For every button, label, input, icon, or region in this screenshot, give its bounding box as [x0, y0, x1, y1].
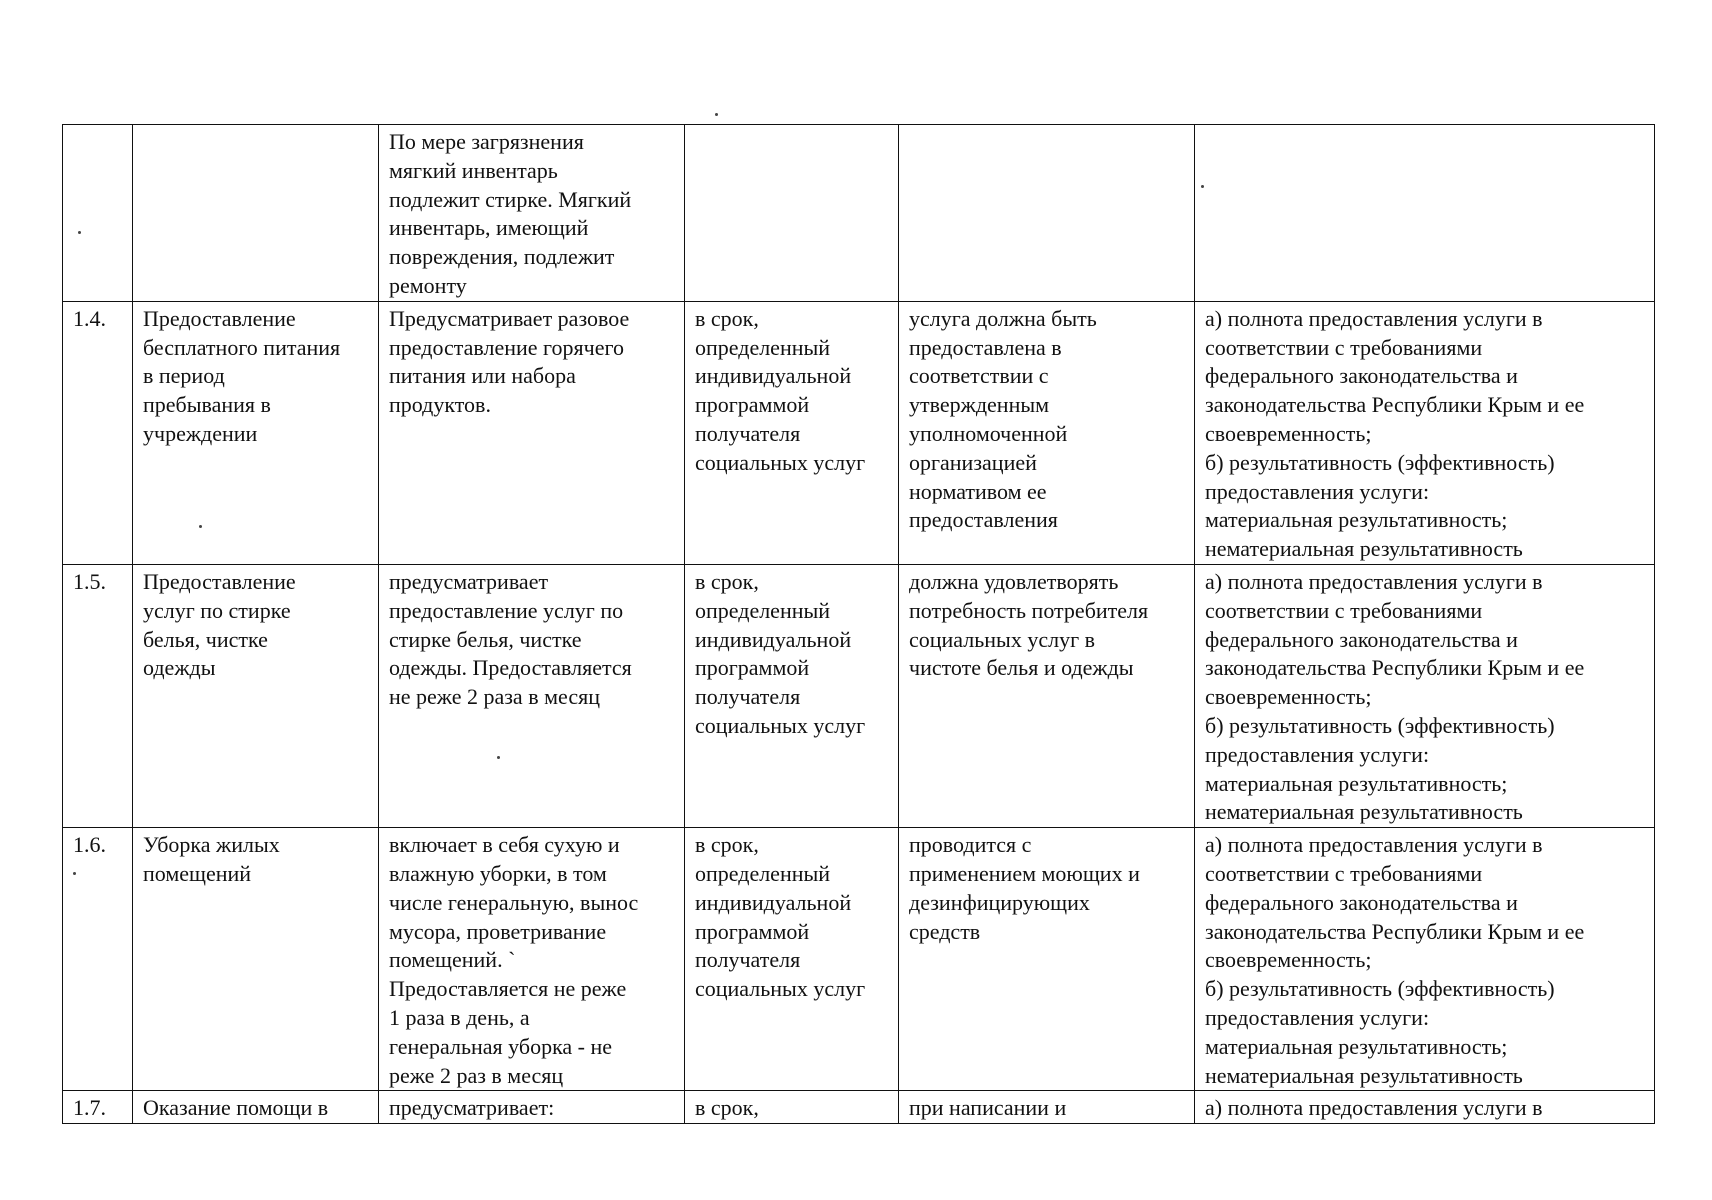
cell-description: предусматривает: — [379, 1091, 685, 1124]
cell-term: в срок, определенный индивидуальной программой получателя социальных услуг — [685, 564, 899, 827]
cell-conditions: должна удовлетворять потребность потребителя социальных услуг в чистоте белья и одежды — [899, 564, 1195, 827]
scan-speck — [1201, 185, 1204, 188]
table-row — [63, 564, 1655, 827]
cell-conditions — [899, 125, 1195, 302]
cell-description: предусматривает предоставление услуг по стирке белья, чистке одежды. Предоставляется не реже 2 раза в месяц — [379, 564, 685, 827]
cell-conditions: услуга должна быть предоставлена в соответствии с утвержденным уполномоченной организацией нормативом ее предоставления — [899, 301, 1195, 564]
cell-number: 1.6. — [63, 828, 133, 1091]
cell-criteria: а) полнота предоставления услуги в — [1195, 1091, 1655, 1124]
table-row — [63, 828, 1655, 1091]
cell-number: 1.4. — [63, 301, 133, 564]
cell-criteria: а) полнота предоставления услуги в соответствии с требованиями федерального законодательства и законодательства Республики Крым и ее своевременность; б) результативность (эффективность) предоставления услуги: материальная результативность; нематериальная результативность — [1195, 564, 1655, 827]
table-row — [63, 301, 1655, 564]
scan-speck — [78, 231, 81, 234]
cell-service-name — [133, 125, 379, 302]
cell-number: 1.7. — [63, 1091, 133, 1124]
cell-criteria: а) полнота предоставления услуги в соответствии с требованиями федерального законодательства и законодательства Республики Крым и ее своевременность; б) результативность (эффективность) предоставления услуги: материальная результативность; нематериальная результативность — [1195, 301, 1655, 564]
cell-description: Предусматривает разовое предоставление горячего питания или набора продуктов. — [379, 301, 685, 564]
cell-conditions: проводится с применением моющих и дезинфицирующих средств — [899, 828, 1195, 1091]
cell-term: в срок, определенный индивидуальной программой получателя социальных услуг — [685, 828, 899, 1091]
cell-criteria — [1195, 125, 1655, 302]
cell-service-name: Предоставление бесплатного питания в период пребывания в учреждении — [133, 301, 379, 564]
cell-number — [63, 125, 133, 302]
cell-number: 1.5. — [63, 564, 133, 827]
cell-description: По мере загрязнения мягкий инвентарь подлежит стирке. Мягкий инвентарь, имеющий повреждения, подлежит ремонту — [379, 125, 685, 302]
cell-service-name: Оказание помощи в — [133, 1091, 379, 1124]
scan-speck — [715, 113, 718, 116]
cell-term: в срок, определенный индивидуальной программой получателя социальных услуг — [685, 301, 899, 564]
scan-speck — [497, 756, 500, 759]
cell-term — [685, 125, 899, 302]
cell-conditions: при написании и — [899, 1091, 1195, 1124]
services-table — [62, 124, 1655, 1124]
table-row — [63, 1091, 1655, 1124]
cell-criteria: а) полнота предоставления услуги в соответствии с требованиями федерального законодательства и законодательства Республики Крым и ее своевременность; б) результативность (эффективность) предоставления услуги: материальная результативность; нематериальная результативность — [1195, 828, 1655, 1091]
cell-description: включает в себя сухую и влажную уборки, в том числе генеральную, вынос мусора, проветривание помещений. ` Предоставляется не реже 1 раза в день, а генеральная уборка - не реже 2 раз в месяц — [379, 828, 685, 1091]
table-row — [63, 125, 1655, 302]
cell-service-name: Предоставление услуг по стирке белья, чистке одежды — [133, 564, 379, 827]
cell-term: в срок, — [685, 1091, 899, 1124]
scan-speck — [199, 525, 202, 528]
cell-service-name: Уборка жилых помещений — [133, 828, 379, 1091]
scan-speck — [73, 872, 76, 875]
